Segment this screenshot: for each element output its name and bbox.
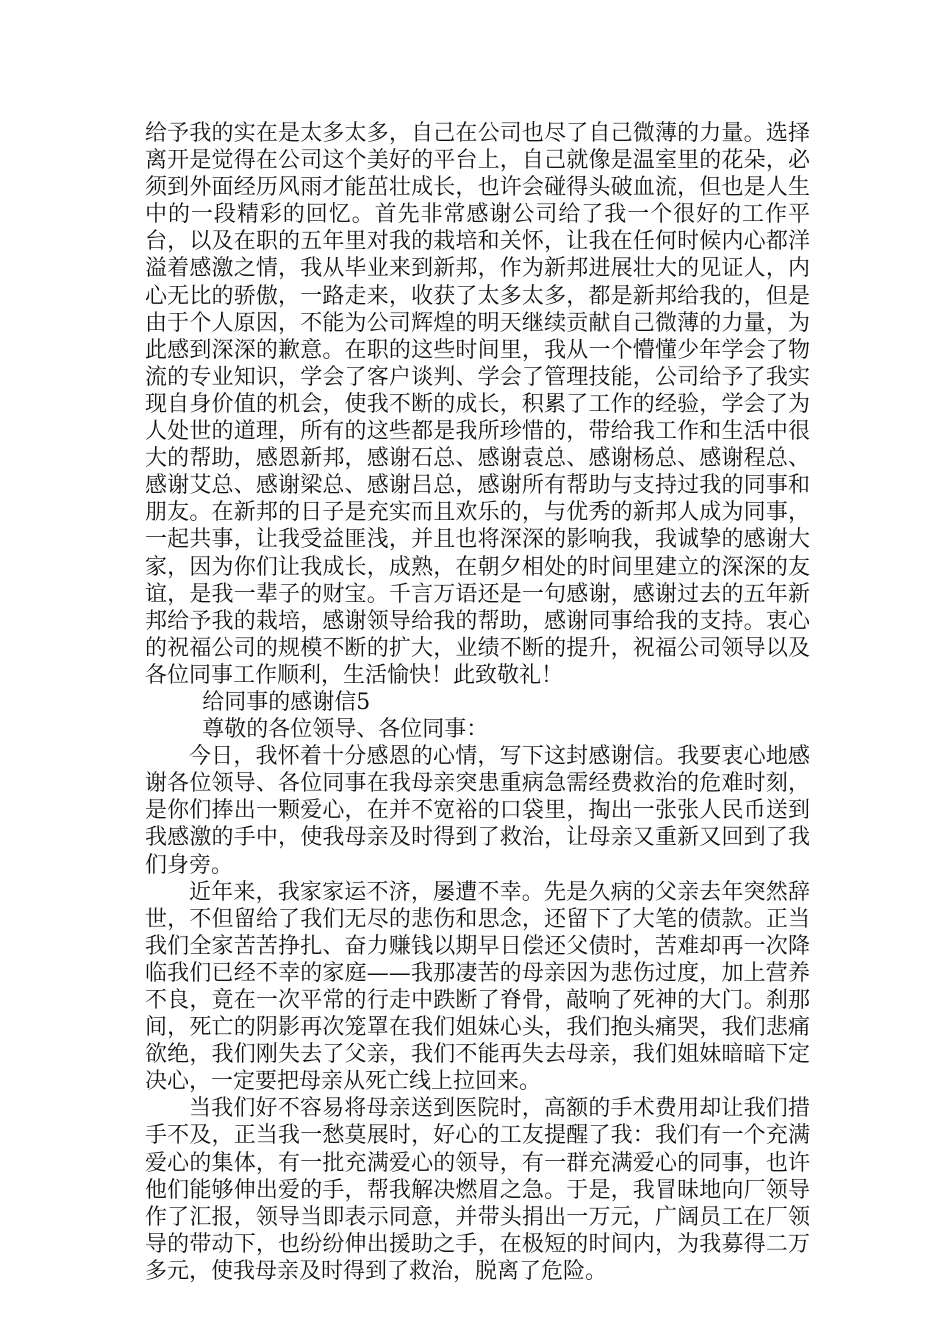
salutation: 尊敬的各位领导、各位同事： bbox=[202, 717, 489, 743]
intro-paragraph: 给予我的实在是太多太多，自己在公司也尽了自己微薄的力量。选择离开是觉得在公司这个美好的平台上，自己就像是温室里的花朵，必须到外面经历风雨才能茁壮成长，也许会碰得头破血流，但也是人生中的一段精彩的回忆。首先非常感谢公司给了我一个很好的工作平台，以及在职的五年里对我的栽培和关怀，让我在任何时候内心都洋溢着感激之情，我从毕业来到新邦，作为新邦进展壮大的见证人，内心无比的骄傲，一路走来，收获了太多太多，都是新邦给我的，但是由于个人原因，不能为公司辉煌的明天继续贡献自己微薄的力量，为此感到深深的歉意。在职的这些时间里，我从一个懵懂少年学会了物流的专业知识，学会了客户谈判、学会了管理技能，公司给予了我实现自身价值的机会，使我不断的成长，积累了工作的经验，学会了为人处世的道理，所有的这些都是我所珍惜的，带给我工作和生活中很大的帮助，感恩新邦，感谢石总、感谢袁总、感谢杨总、感谢程总、感谢艾总、感谢梁总、感谢吕总，感谢所有帮助与支持过我的同事和朋友。在新邦的日子是充实而且欢乐的，与优秀的新邦人成为同事，一起共事，让我受益匪浅，并且也将深深的影响我，我诚挚的感谢大家，因为你们让我成长，成熟，在朝夕相处的时间里建立的深深的友谊，是我一辈子的财宝。千言万语还是一句感谢，感谢过去的五年新邦给予我的栽培，感谢领导给我的帮助，感谢同事给我的支持。衷心的祝福公司的规模不断的扩大，业绩不断的提升，祝福公司领导以及各位同事工作顺利，生活愉快！此致敬礼！ bbox=[145, 121, 810, 688]
body-paragraph-2: 近年来，我家家运不济，屡遭不幸。先是久病的父亲去年突然辞世，不但留给了我们无尽的悲伤和思念，还留下了大笔的债款。正当我们全家苦苦挣扎、奋力赚钱以期早日偿还父债时，苦难却再一次降临我们已经不幸的家庭——我那凄苦的母亲因为悲伤过度，加上营养不良，竟在一次平常的行走中跌断了脊骨，敲响了死神的大门。刹那间，死亡的阴影再次笼罩在我们姐妹心头，我们抱头痛哭，我们悲痛欲绝，我们刚失去了父亲，我们不能再失去母亲，我们姐妹暗暗下定决心，一定要把母亲从死亡线上拉回来。 bbox=[145, 879, 810, 1095]
body-paragraph-3: 当我们好不容易将母亲送到医院时，高额的手术费用却让我们措手不及，正当我一愁莫展时，好心的工友提醒了我：我们有一个充满爱心的集体，有一批充满爱心的领导，有一群充满爱心的同事，也许他们能够伸出爱的手，帮我解决燃眉之急。于是，我冒昧地向厂领导作了汇报，领导当即表示同意，并带头捐出一万元，广阔员工在厂领导的带动下，也纷纷伸出援助之手，在极短的时间内，为我募得二万多元，使我母亲及时得到了救治，脱离了危险。 bbox=[145, 1096, 810, 1284]
body-paragraph-1: 今日，我怀着十分感恩的心情，写下这封感谢信。我要衷心地感谢各位领导、各位同事在我母亲突患重病急需经费救治的危难时刻，是你们捧出一颗爱心，在并不宽裕的口袋里，掏出一张张人民币送到我感激的手中，使我母亲及时得到了救治，让母亲又重新又回到了我们身旁。 bbox=[145, 744, 810, 878]
letter-title: 给同事的感谢信5 bbox=[202, 689, 371, 715]
document-page bbox=[145, 120, 810, 1285]
